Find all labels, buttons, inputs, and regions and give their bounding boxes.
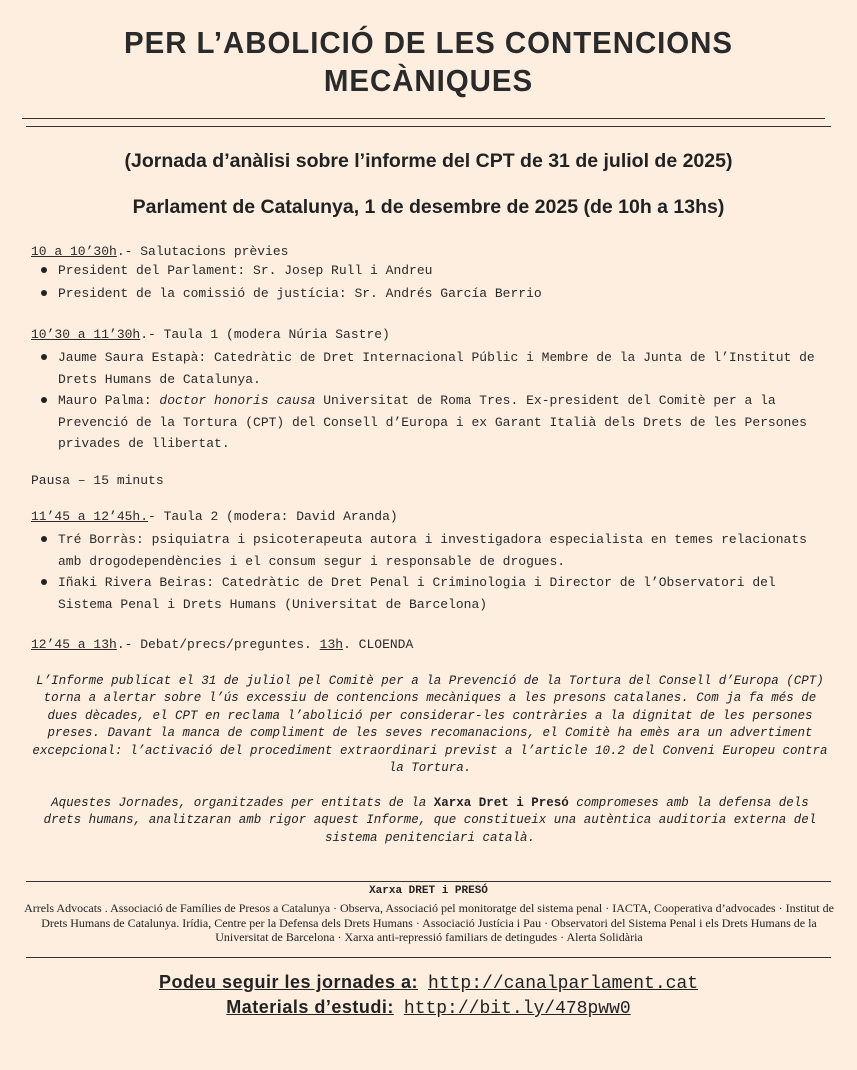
- honoris-causa: doctor honoris causa: [159, 393, 316, 408]
- title-line-1: PER L’ABOLICIÓ DE LES CONTENCIONS: [124, 25, 733, 60]
- session-1-heading: [31, 244, 288, 259]
- session-2-title: .- Taula 1 (modera Núria Sastre): [140, 327, 390, 342]
- session-4-heading: 12’45 a 13h.- Debat/precs/preguntes. 13h. CLOENDA: [31, 637, 414, 652]
- network-title: Xarxa DRET i PRESÓ: [369, 885, 488, 897]
- follow-line: [0, 972, 857, 994]
- session-3-speaker-2: Iñaki Rivera Beiras: Catedràtic de Dret Penal i Criminologia i Director de l’Observatori del Sistema Penal i Drets Humans (Universitat de Barcelona): [58, 572, 828, 615]
- subtitle: (Jornada d’anàlisi sobre l’informe del CPT de 31 de juliol de 2025): [124, 150, 733, 172]
- title-divider-top: [22, 118, 825, 119]
- title-line-2: MECÀNIQUES: [323, 63, 534, 98]
- session-2-speaker-1: Jaume Saura Estapà: Catedràtic de Dret Internacional Públic i Membre de la Junta de l’Institut de Drets Humans de Catalunya.: [58, 347, 828, 390]
- pause-note: Pausa – 15 minuts: [31, 473, 164, 488]
- closing-time: 13h: [319, 637, 344, 652]
- follow-label: Podeu seguir les jornades a:: [158, 972, 419, 992]
- session-3-time: 11’45 a 12’45h.: [31, 509, 149, 524]
- session-2-time: 10’30 a 11’30h: [31, 327, 141, 342]
- network-name-inline: Xarxa Dret i Presó: [433, 796, 569, 810]
- materials-link[interactable]: http://bit.ly/478pww0: [403, 999, 631, 1019]
- footer-divider-top: [26, 881, 831, 882]
- session-4-time: 12’45 a 13h: [31, 637, 117, 652]
- report-summary: L’Informe publicat el 31 de juliol pel Comitè per a la Prevenció de la Tortura del Consell d’Europa (CPT) torna a alertar sobre l’ús excessiu de contencions mecàniques a les presons catalanes. Com ja fa més de dues dècades, el CPT en reclama l’abolició per considerar-les contràries a la dignitat de les persones preses. Davant la manca de compliment de les seves recomanacions, el Comitè ha emès ara un advertiment excepcional: l’activació del procediment extraordinari previst a l’article 10.2 del Conveni Europeu contra la Tortura.: [32, 674, 828, 776]
- materials-line: [0, 997, 857, 1019]
- organizing-entities: Arrels Advocats . Associació de Famílies de Presos a Catalunya · Observa, Associació pel monitoratge del sistema penal · IACTA, Cooperativa d’advocades · Institut de Drets Humans de Catalunya. Irídia, Centre per la Defensa dels Drets Humans · Associació Justícia i Pau · Observatori del Sistema Penal i els Drets Humans de la Universitat de Barcelona · Xarxa anti-repressió familiars de detingudes · Alerta Solidària: [24, 901, 834, 944]
- follow-link[interactable]: http://canalparlament.cat: [428, 974, 699, 994]
- session-1-title: .- Salutacions prèvies: [116, 244, 289, 259]
- jornades-description: Aquestes Jornades, organitzades per entitats de la Xarxa Dret i Presó compromeses amb la defensa dels drets humans, analitzaran amb rigor aquest Informe, que constitueix una autèntica auditoria externa del sistema penitenciari català.: [43, 796, 817, 845]
- session-1-speaker-2: President de la comissió de justícia: Sr. Andrés García Berrio: [58, 283, 828, 305]
- venue-date: Parlament de Catalunya, 1 de desembre de 2025 (de 10h a 13hs): [132, 196, 725, 218]
- session-1-speaker-1: President del Parlament: Sr. Josep Rull i Andreu: [58, 260, 828, 282]
- session-2-heading: [31, 327, 390, 342]
- session-3-title: - Taula 2 (modera: David Aranda): [148, 509, 398, 524]
- session-2-speaker-2: Mauro Palma: doctor honoris causa Universitat de Roma Tres. Ex-president del Comitè per a la Prevenció de la Tortura (CPT) del Consell d’Europa i ex Garant Italià dels Drets de les Persones privades de llibertat.: [58, 390, 828, 455]
- session-1-time: 10 a 10’30h: [31, 244, 117, 259]
- page-title: [50, 24, 807, 100]
- session-3-heading: [31, 509, 398, 524]
- session-3-speaker-1: Tré Borràs: psiquiatra i psicoterapeuta autora i investigadora especialista en temes relacionats amb drogodependències i el consum segur i responsable de drogues.: [58, 529, 828, 572]
- materials-label: Materials d’estudi:: [226, 997, 394, 1017]
- footer-divider-bottom: [26, 957, 831, 958]
- title-divider-bottom: [26, 126, 831, 127]
